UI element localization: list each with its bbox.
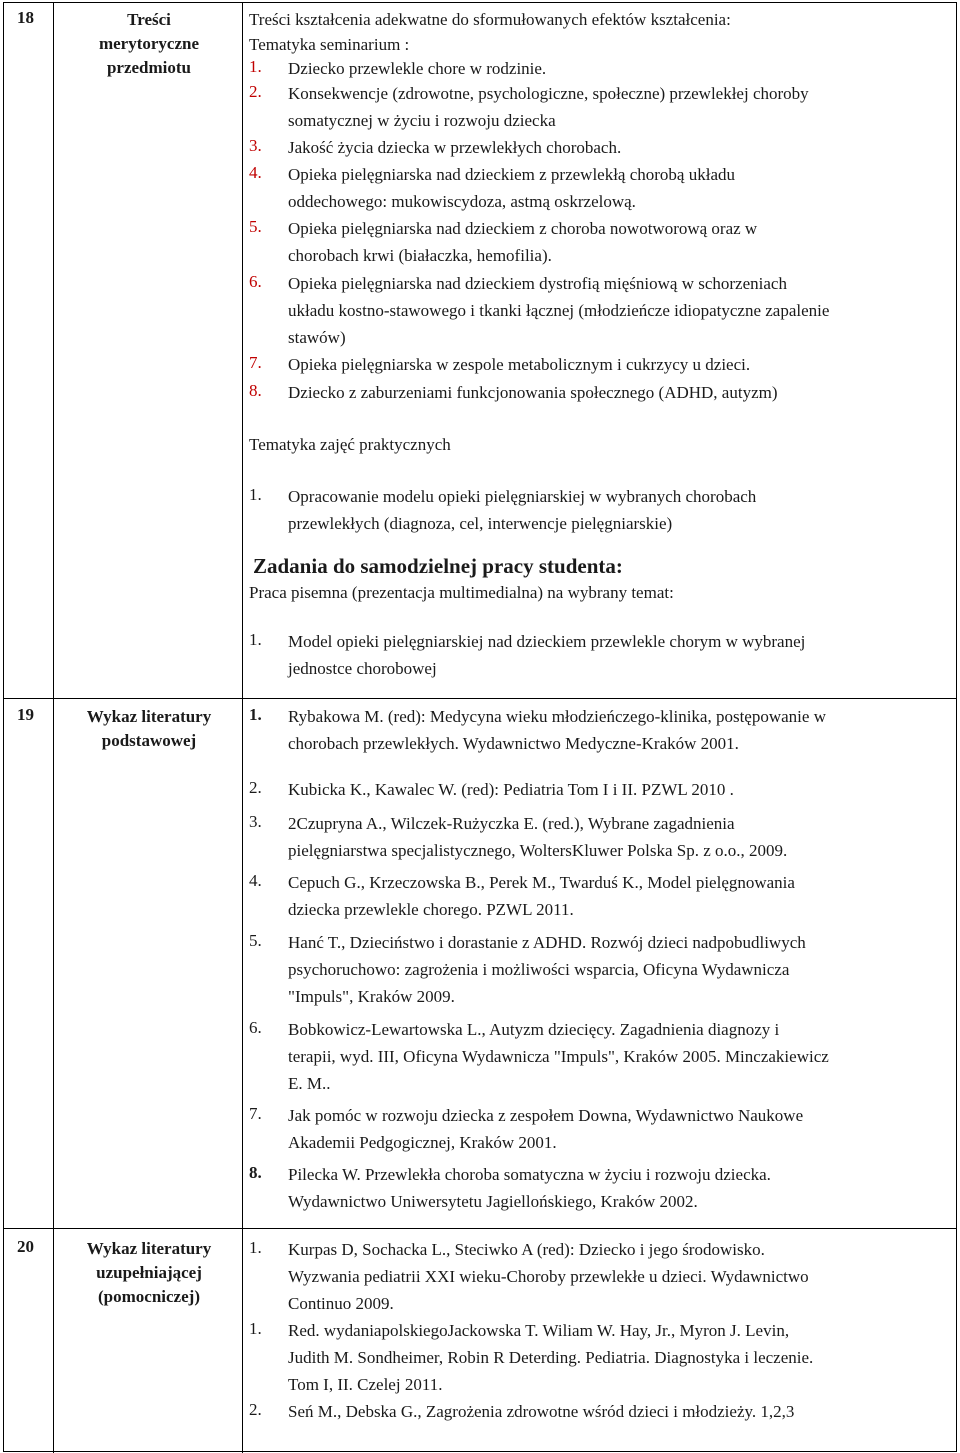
row-label [64,8,234,80]
list-item-line: Seń M., Debska G., Zagrożenia zdrowotne wśród dzieci i młodzieży. 1,2,3 [288,1402,795,1421]
list-item-line: Continuo 2009. [288,1294,394,1313]
list-item-line: Opieka pielęgniarska nad dzieckiem z choroba nowotworową oraz w [288,219,758,238]
list-item-line: dziecka przewlekle chorego. PZWL 2011. [288,900,574,919]
list-item-line: Opracowanie modelu opieki pielęgniarskiej w wybranych chorobach [288,487,757,506]
list-item-line: Konsekwencje (zdrowotne, psychologiczne, społeczne) przewlekłej choroby [288,84,809,103]
list-item-number: 4. [249,163,262,182]
list-item-line: stawów) [288,328,346,347]
list-item-line: oddechowego: mukowiscydoza, astmą oskrzelową. [288,192,636,211]
row-label [64,1237,234,1309]
row-label-line: Wykaz literatury [86,1239,212,1258]
list-item-number: 1. [249,57,262,76]
list-item-line: pielęgniarstwa specjalistycznego, WoltersKluwer Polska Sp. z o.o., 2009. [288,841,788,860]
list-item-line: Jakość życia dziecka w przewlekłych chorobach. [288,138,622,157]
list-item-line: Bobkowicz-Lewartowska L., Autyzm dziecięcy. Zagadnienia diagnozy i [288,1020,780,1039]
self-study-heading: Zadania do samodzielnej pracy studenta: [253,554,623,578]
list-item-line: przewlekłych (diagnoza, cel, interwencje pielęgniarskie) [288,514,673,533]
list-item-number: 7. [249,353,262,372]
list-item-line: chorobach krwi (białaczka, hemofilia). [288,246,552,265]
list-item-line: Hanć T., Dzieciństwo i dorastanie z ADHD. Rozwój dzieci nadpobudliwych [288,933,806,952]
list-item-line: Kurpas D, Sochacka L., Steciwko A (red): Dziecko i jego środowisko. [288,1240,765,1259]
list-item-line: Kubicka K., Kawalec W. (red): Pediatria Tom I i II. PZWL 2010 . [288,780,734,799]
list-item-number: 2. [249,82,262,101]
row-label-line: Treści [127,10,171,29]
list-item-number: 3. [249,136,262,155]
col-divider-1 [53,3,54,1453]
list-item-number: 3. [249,812,262,831]
list-item-line: Wydawnictwo Uniwersytetu Jagiellońskiego, Kraków 2002. [288,1192,698,1211]
list-item-number: 4. [249,871,262,890]
row-label-line: uzupełniającej [96,1263,202,1282]
list-item-number: 2. [249,1400,262,1419]
list-item-line: Cepuch G., Krzeczowska B., Perek M., Twarduś K., Model pielęgnowania [288,873,795,892]
row-label-line: Wykaz literatury [86,707,212,726]
list-item-number: 2. [249,778,262,797]
list-item-line: jednostce chorobowej [288,659,437,678]
list-item-line: Dziecko z zaburzeniami funkcjonowania społecznego (ADHD, autyzm) [288,383,778,402]
list-item-line: Opieka pielęgniarska w zespole metabolicznym i cukrzycy u dzieci. [288,355,751,374]
list-item-number: 1. [249,705,262,724]
list-item-line: układu kostno-stawowego i tkanki łącznej (młodzieńcze idiopatyczne zapalenie [288,301,830,320]
list-item-number: 1. [249,1238,262,1257]
list-item-line: 2Czupryna A., Wilczek-Rużyczka E. (red.), Wybrane zagadnienia [288,814,735,833]
row-divider-19 [4,698,956,699]
row-label-line: podstawowej [101,731,197,750]
list-item-line: "Impuls", Kraków 2009. [288,987,455,1006]
row-number: 19 [17,705,34,724]
list-item-number: 5. [249,931,262,950]
row-label [64,705,234,753]
list-item-line: terapii, wyd. III, Oficyna Wydawnicza "Impuls", Kraków 2005. Minczakiewicz [288,1047,829,1066]
list-item-line: Rybakowa M. (red): Medycyna wieku młodzieńczego-klinika, postępowanie w [288,707,826,726]
practical-title: Tematyka zajęć praktycznych [249,435,451,454]
list-item-number: 5. [249,217,262,236]
list-item-number: 7. [249,1104,262,1123]
list-item-number: 1. [249,1319,262,1338]
list-item-line: Opieka pielęgniarska nad dzieckiem z przewlekłą chorobą układu [288,165,735,184]
list-item-line: E. M.. [288,1074,331,1093]
row-number: 20 [17,1237,34,1256]
list-item-line: Pilecka W. Przewlekła choroba somatyczna w życiu i rozwoju dziecka. [288,1165,771,1184]
list-item-line: somatycznej w życiu i rozwoju dziecka [288,111,556,130]
list-item-line: Red. wydaniapolskiegoJackowska T. Wiliam W. Hay, Jr., Myron J. Levin, [288,1321,790,1340]
list-item-number: 1. [249,630,262,649]
list-item-line: Opieka pielęgniarska nad dzieckiem dystrofią mięśniową w schorzeniach [288,274,787,293]
list-item-number: 8. [249,1163,262,1182]
list-item-line: Wyzwania pediatrii XXI wieku-Choroby przewlekłe u dzieci. Wydawnictwo [288,1267,809,1286]
self-study-subtitle: Praca pisemna (prezentacja multimedialna) na wybrany temat: [249,583,674,602]
col-divider-2 [242,3,243,1453]
list-item-line: Dziecko przewlekle chore w rodzinie. [288,59,547,78]
list-item-line: chorobach przewlekłych. Wydawnictwo Medyczne-Kraków 2001. [288,734,739,753]
list-item-number: 8. [249,381,262,400]
list-item-line: psychoruchowo: zagrożenia i możliwości wsparcia, Oficyna Wydawnicza [288,960,790,979]
list-item-line: Akademii Pedgogicznej, Kraków 2001. [288,1133,557,1152]
intro-line: Treści kształcenia adekwatne do sformułowanych efektów kształcenia: [249,10,731,29]
list-item-number: 6. [249,1018,262,1037]
list-item-number: 6. [249,272,262,291]
row-divider-20 [4,1228,956,1229]
row-label-line: merytoryczne [98,34,200,53]
list-item-line: Judith M. Sondheimer, Robin R Deterding. Pediatria. Diagnostyka i leczenie. [288,1348,814,1367]
list-item-line: Model opieki pielęgniarskiej nad dzieckiem przewlekle chorym w wybranej [288,632,806,651]
row-label-line: przedmiotu [106,58,192,77]
seminar-title: Tematyka seminarium : [249,35,410,54]
row-number: 18 [17,8,34,27]
list-item-line: Jak pomóc w rozwoju dziecka z zespołem Downa, Wydawnictwo Naukowe [288,1106,804,1125]
list-item-line: Tom I, II. Czelej 2011. [288,1375,443,1394]
list-item-number: 1. [249,485,262,504]
row-label-line: (pomocniczej) [98,1287,200,1306]
